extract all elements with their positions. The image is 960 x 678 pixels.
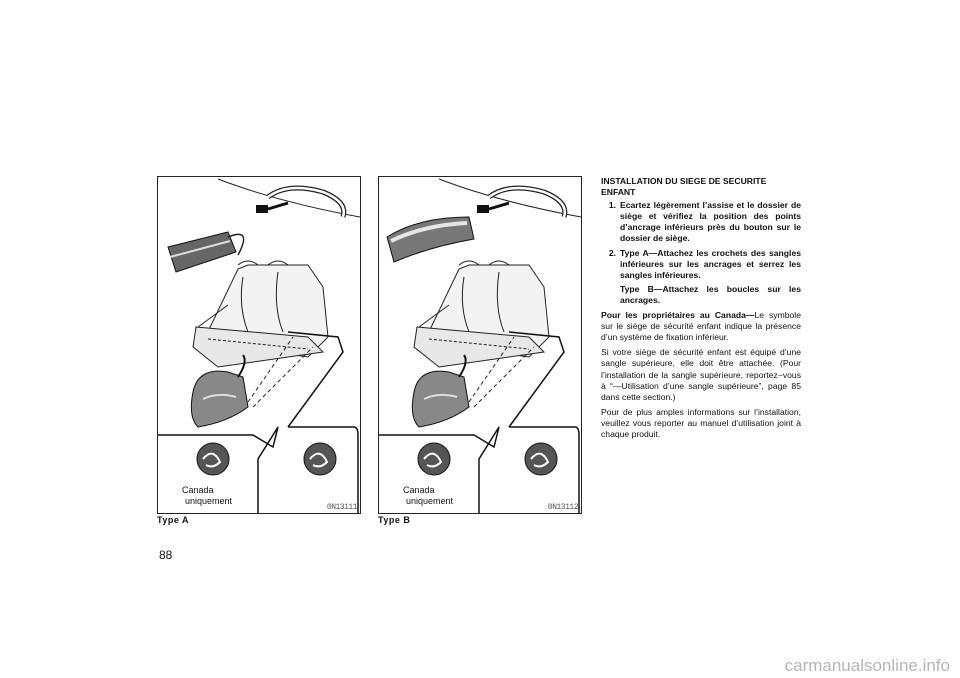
canada-text: Le symbole sur le siège de sécurité enfant indique la présence d’un système de fixation inférieur. [601,310,801,343]
canada-paragraph [601,310,801,343]
canada-lead: Pour les propriétaires au Canada— [601,310,755,321]
figure-caption-a: Type A [157,515,190,525]
section-heading: INSTALLATION DU SIEGE DE SECURITE ENFANT [601,176,767,198]
canada-only-label [182,485,232,507]
step-number: 1. [608,200,616,211]
step-item [601,200,801,244]
canada-only-label [403,485,453,507]
canada-label-line1: Canada [403,485,435,495]
canada-label-line2: uniquement [185,496,233,506]
step-item [601,248,801,281]
page-number: 88 [159,548,173,562]
canada-label-line2: uniquement [406,496,454,506]
more-info-paragraph: Pour de plus amples informations sur l’installation, veuillez vous reporter au manuel d’utilisation joint à chaque produit. [601,406,801,439]
figure-type-b [378,176,582,514]
canada-label-line1: Canada [182,485,214,495]
figure-type-a [157,176,361,514]
tether-paragraph: Si votre siège de sécurité enfant est équipé d’une sangle supérieure, elle doit être attachée. (Pour l’installation de la sangle supérieure, reportez−vous à “—Utilisation d’une sangle supérieure”, page 85 dans cette section.) [601,347,801,402]
step-subparagraph: Type B—Attachez les boucles sur les ancrages. [620,283,801,305]
step-number: 2. [608,247,616,258]
child-seat-illustration-b [379,177,581,513]
child-seat-illustration-a [158,177,360,513]
step-text: Ecartez légèrement l’assise et le dossier de siège et vérifiez la position des points d’ancrage inférieurs près du bouton sur le dossier de siège. [620,200,801,244]
figure-code: 0N13111 [326,503,357,512]
watermark: carmanualsonline.info [784,656,950,675]
instructions-column [601,176,801,444]
figure-caption-b: Type B [378,515,411,525]
step-text: Type A—Attachez les crochets des sangles inférieures sur les ancrages et serrez les sangles inférieures. [620,247,801,280]
figure-code: 0N13112 [547,503,578,512]
